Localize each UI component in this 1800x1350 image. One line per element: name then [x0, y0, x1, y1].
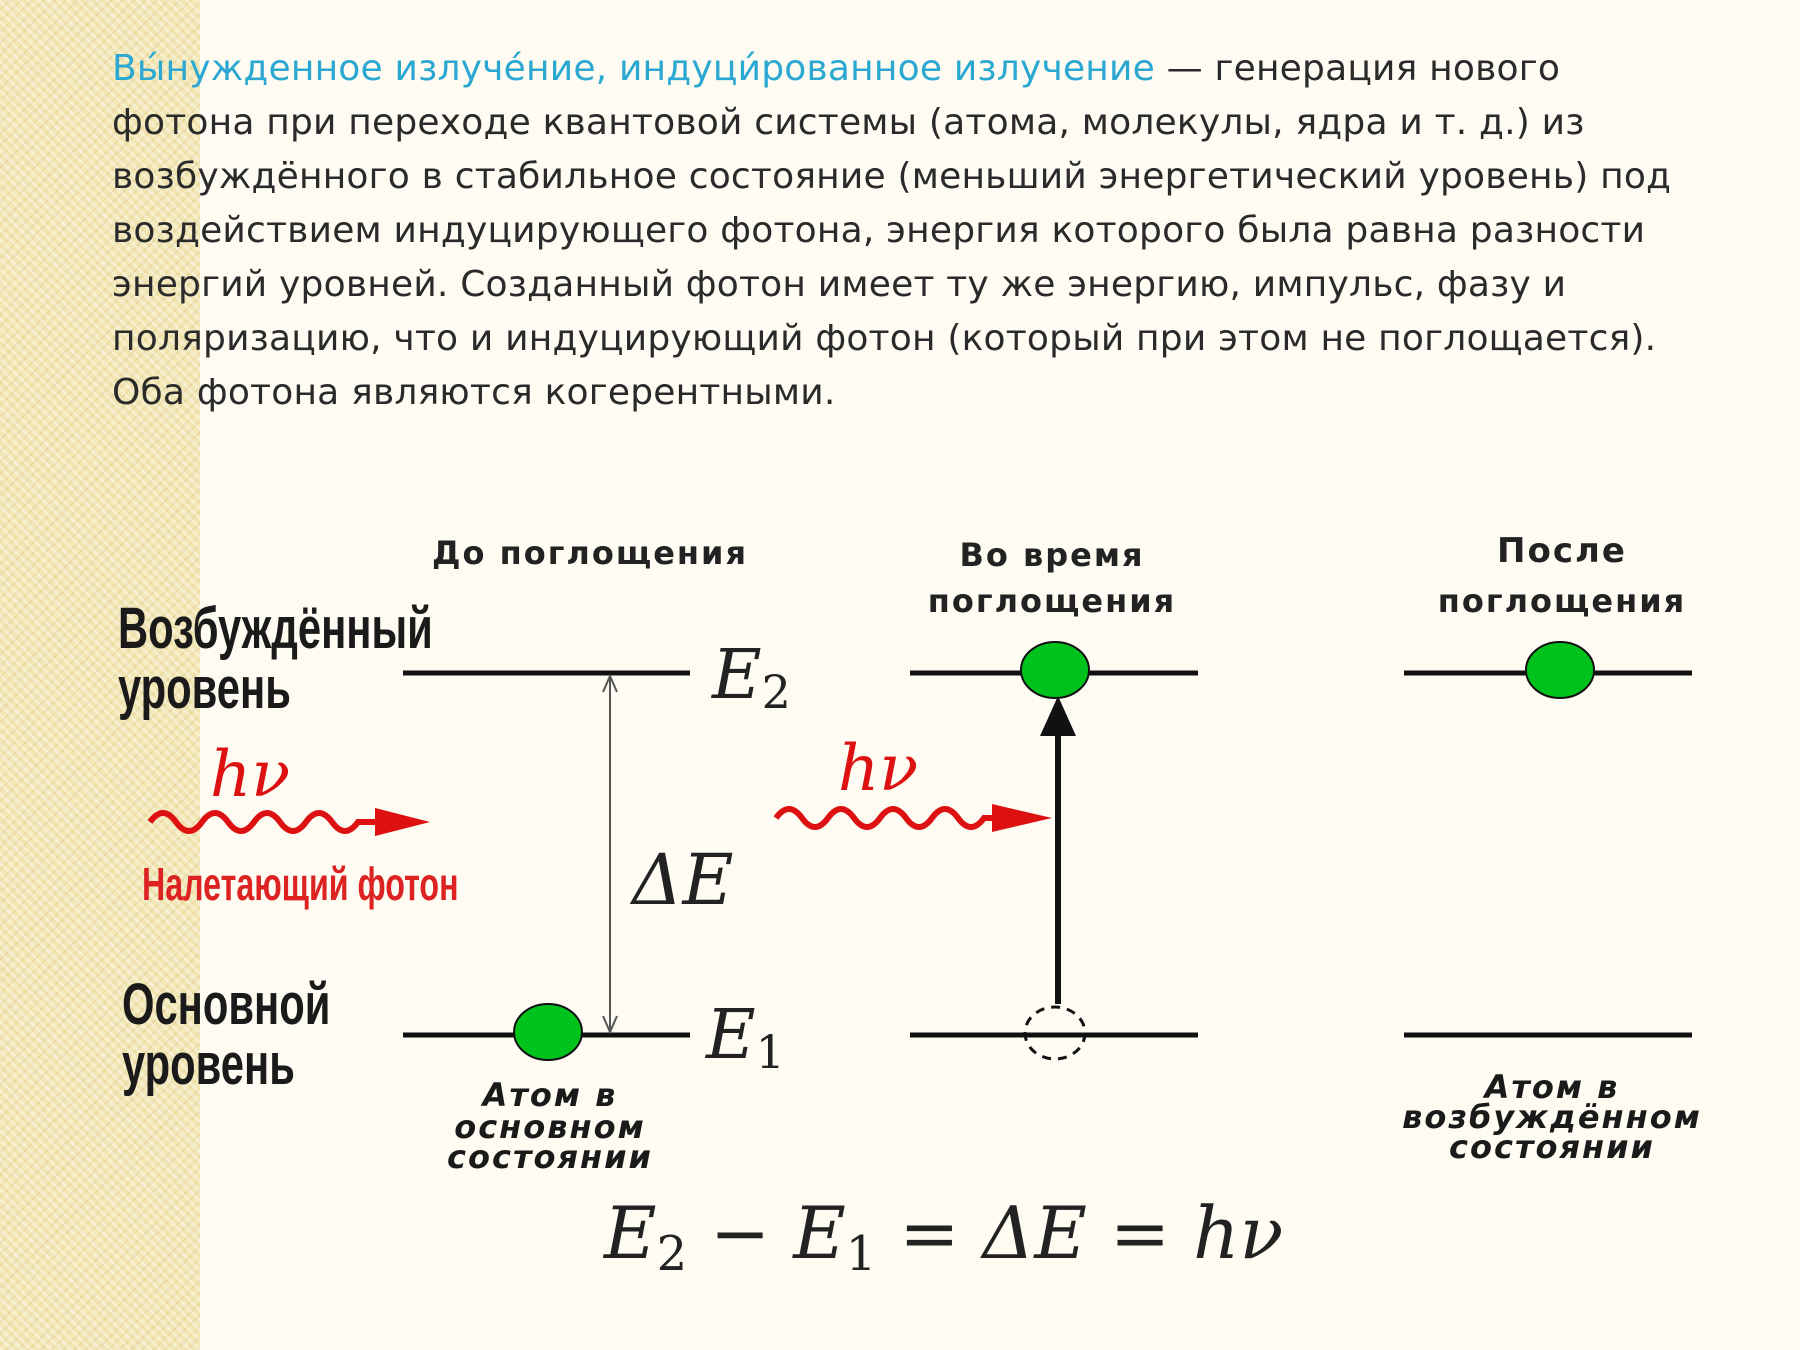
- e2-symbol: E: [712, 636, 762, 715]
- atom-excited-caption-line1: Атом в: [1484, 1068, 1620, 1106]
- stage-during-label-line1: Во время: [959, 536, 1145, 574]
- excitation-arrowhead: [1040, 696, 1076, 736]
- delta-e-label: ΔE: [632, 839, 734, 921]
- stage-after-label-line1: После: [1497, 531, 1627, 571]
- e2-subscript: 2: [761, 665, 791, 719]
- stage-during-label-line2: поглощения: [927, 582, 1177, 620]
- atom-excited-caption-line3: состоянии: [1449, 1128, 1655, 1166]
- atom-ground-caption-line2: основном: [454, 1108, 646, 1146]
- atom-excited-caption-line2: возбуждённом: [1402, 1098, 1702, 1136]
- atom-ground-caption-line3: состоянии: [447, 1138, 653, 1176]
- hnu-label-incoming: hν: [210, 738, 291, 812]
- atom-excited-during: [1021, 642, 1089, 698]
- formula-e1: E: [793, 1191, 846, 1275]
- formula-e1-sub: 1: [845, 1226, 877, 1282]
- ground-level-label-line2: уровень: [122, 1031, 295, 1097]
- atom-ground-caption-line1: Атом в: [482, 1076, 618, 1114]
- incoming-photon-wave: [150, 813, 385, 831]
- hnu-label-during: hν: [838, 732, 919, 806]
- stage-after-label-line2: поглощения: [1437, 582, 1687, 620]
- e1-subscript: 1: [755, 1025, 785, 1079]
- definition-text: — генерация нового фотона при переходе квантовой системы (атома, молекулы, ядра и т. д.) из возбуждённого в стабильное состояние (меньший энергетический уровень) под воздействием индуцирующего фотона, энергия которого была равна разности энергий уровней. Созданный фотон имеет ту же энергию, импульс, фазу и поляризацию, что и индуцирующий фотон (который при этом не поглощается). Оба фотона являются когерентными.: [112, 48, 1672, 413]
- term-highlight: Вы́нужденное излуче́ние, индуци́рованное излучение: [112, 48, 1155, 89]
- svg-text:E2: [710, 636, 791, 719]
- formula-minus: −: [687, 1191, 794, 1275]
- excited-level-label-line2: уровень: [118, 655, 291, 721]
- atom-excited-after: [1526, 642, 1594, 698]
- formula-rest: = ΔE = hν: [876, 1191, 1284, 1275]
- e1-symbol: E: [706, 996, 756, 1075]
- atom-ground-before: [514, 1004, 582, 1060]
- photon-arrowhead-during: [992, 804, 1052, 832]
- incoming-photon-arrowhead: [375, 808, 430, 836]
- stage-before-label: До поглощения: [431, 534, 749, 572]
- incoming-photon-label: Налетающий фотон: [142, 859, 459, 911]
- photon-wave-during: [776, 809, 1000, 827]
- energy-formula: [602, 1191, 1283, 1282]
- formula-e2: E: [604, 1191, 657, 1275]
- svg-text:E1: [704, 996, 785, 1079]
- formula-e2-sub: 2: [656, 1226, 688, 1282]
- ground-level-label-line1: Основной: [122, 971, 331, 1037]
- excited-level-label-line1: Возбуждённый: [118, 595, 433, 661]
